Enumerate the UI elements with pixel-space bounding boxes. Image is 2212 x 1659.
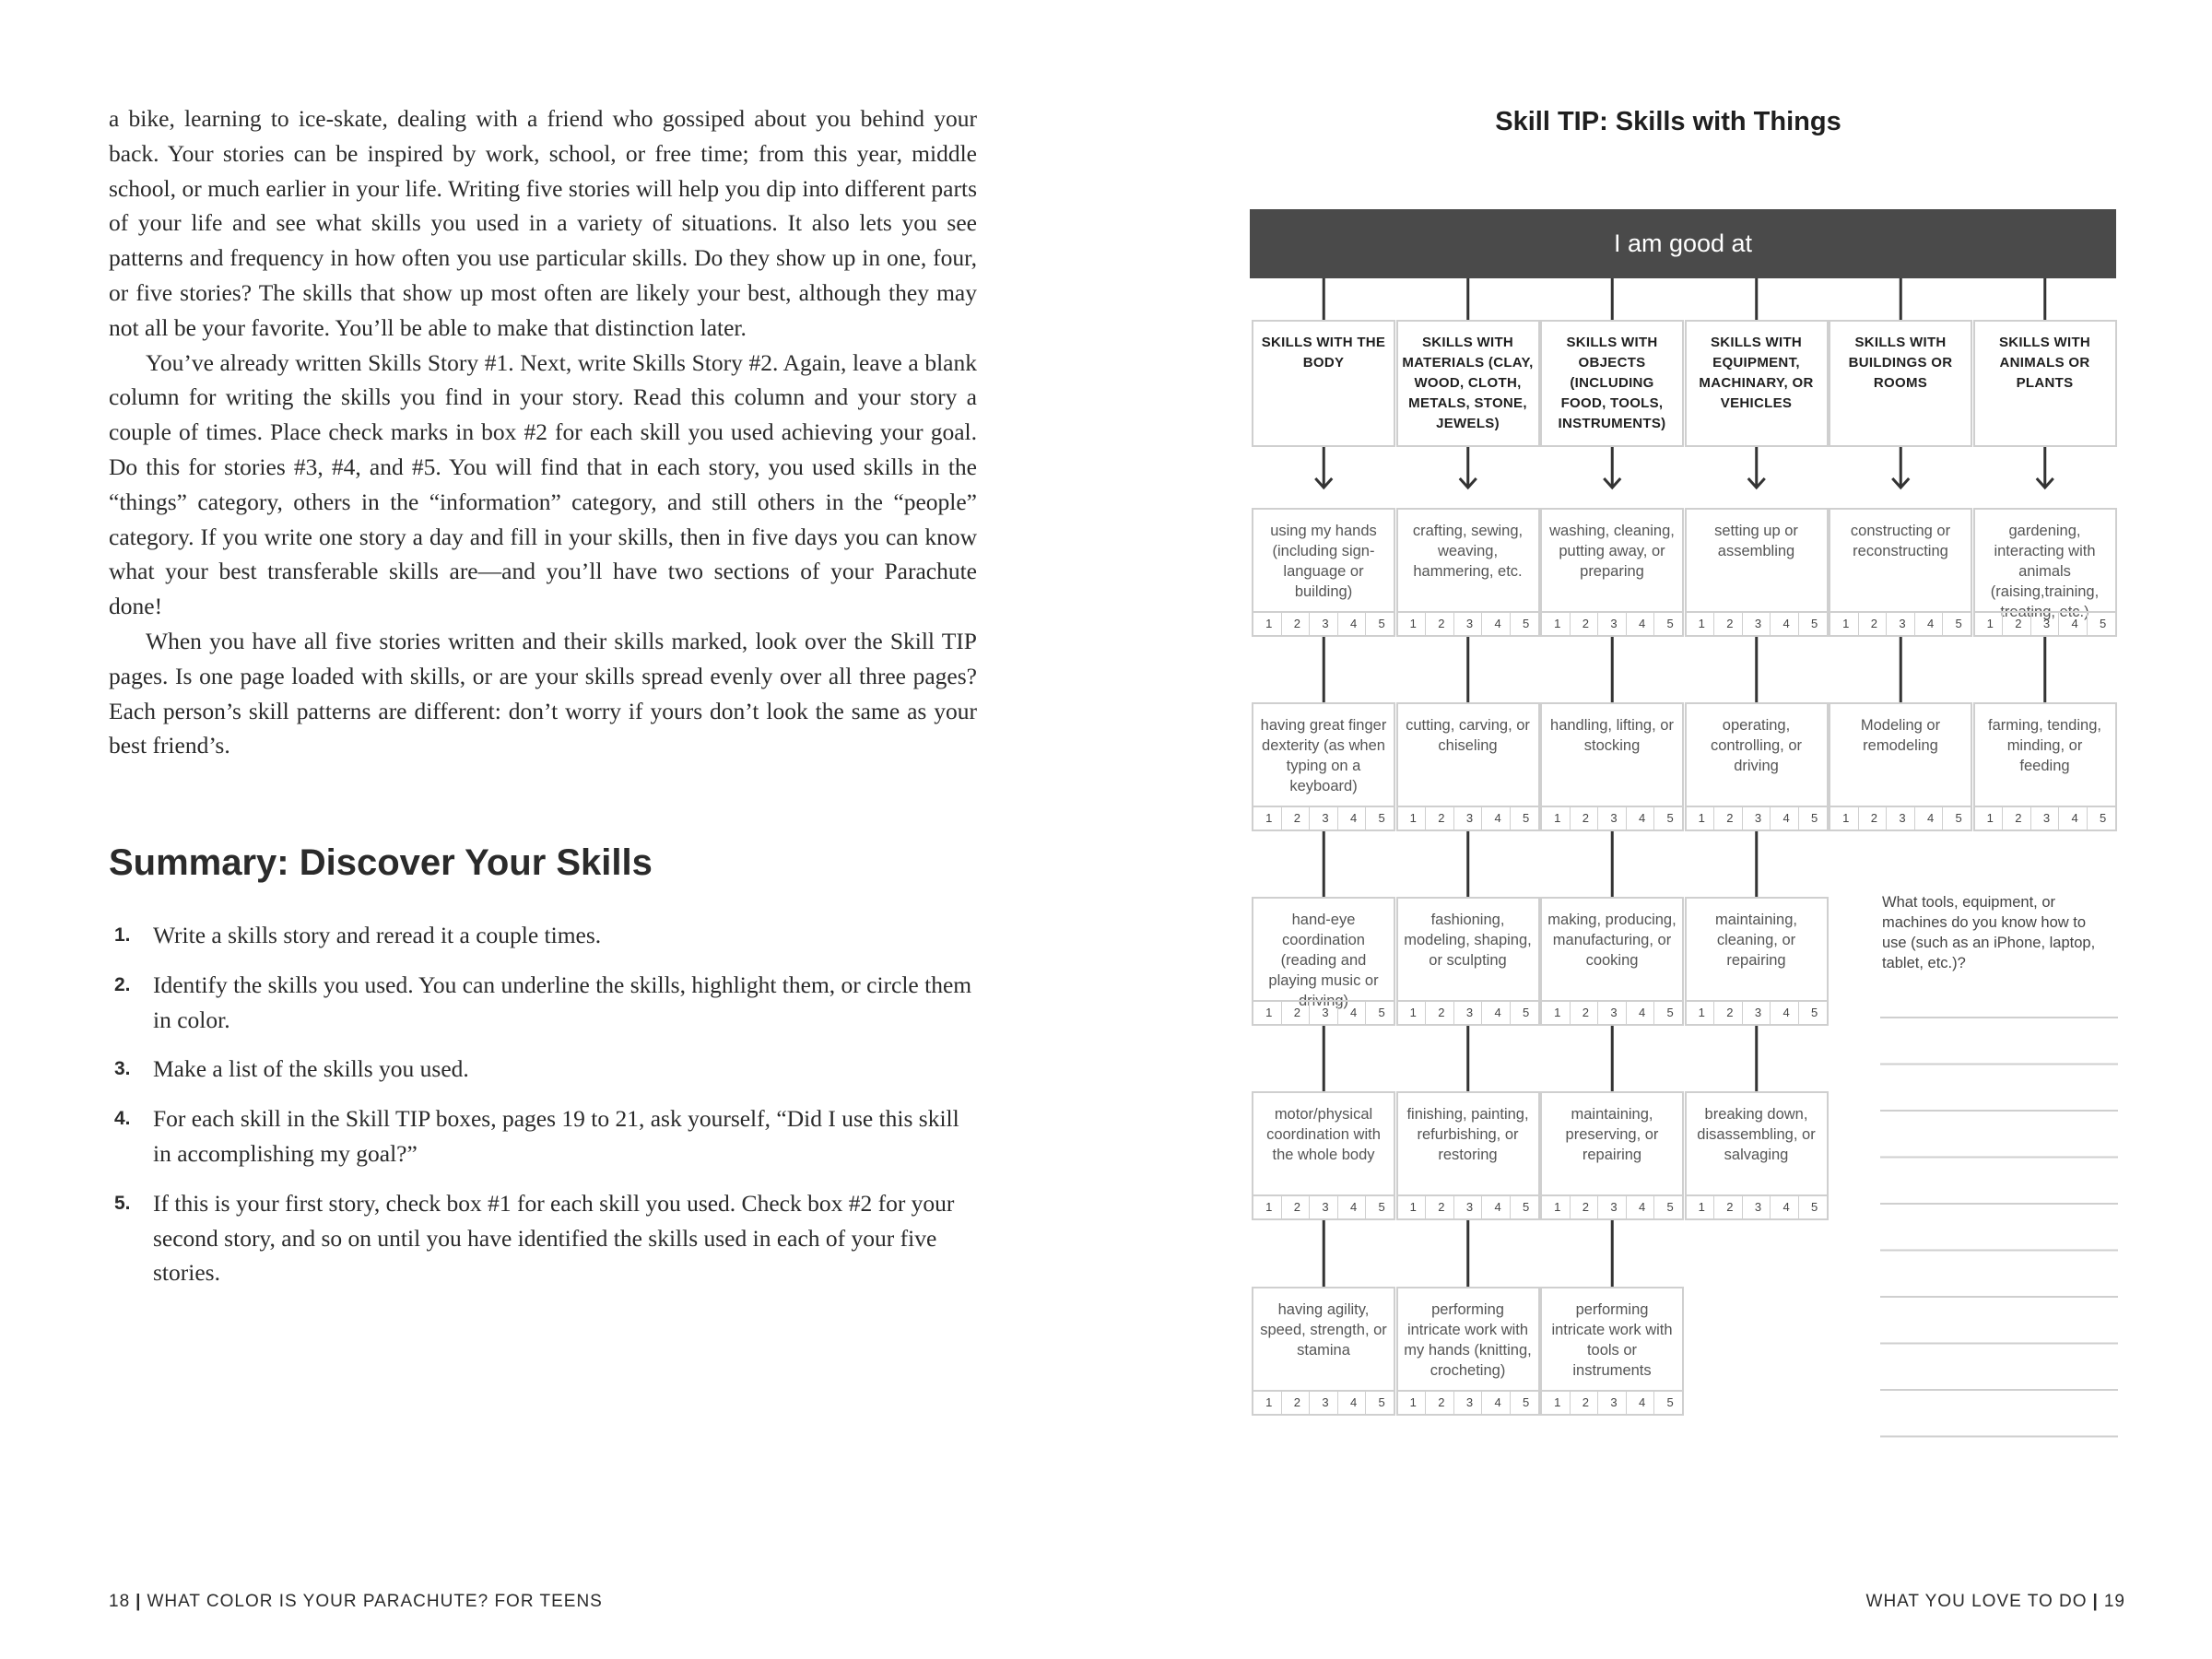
skill-cell [1396,1091,1540,1220]
rating-box[interactable]: 1 [1542,1196,1571,1218]
rating-box[interactable]: 4 [1482,1002,1511,1024]
rating-box[interactable]: 2 [1282,1392,1311,1414]
rating-box[interactable]: 1 [1253,613,1282,635]
body-paragraph: When you have all five stories written and their skills marked, look over the Skill TIP pages. Is one page loaded with skills, or are your skills spread evenly over all three pages? Each person’s skill patterns are different: don’t worry if yours don’t look the same as your best friend’s. [109,627,977,759]
rating-box[interactable]: 2 [1426,1196,1454,1218]
skill-cell [1252,702,1395,831]
skill-cell [1829,508,1972,637]
rating-box[interactable]: 4 [1338,613,1367,635]
skill-cell [1685,897,1829,1026]
rating-box[interactable]: 5 [1955,811,1962,825]
item-text: Identify the skills you used. You can underline the skills, highlight them, or circle them in color. [153,971,972,1033]
column-header: SKILLS WITH ANIMALS OR PLANTS [1973,320,2117,447]
rating-box[interactable]: 1 [1398,1392,1427,1414]
rating-box[interactable]: 1 [1687,1196,1715,1218]
rating-box[interactable]: 5 [1378,617,1385,630]
skill-cell [1685,702,1829,831]
rating-box[interactable]: 3 [1310,1392,1338,1414]
rating-checkboxes [1252,1390,1395,1416]
page-number: 18 [109,1592,131,1611]
rating-box[interactable]: 4 [1482,807,1511,830]
rating-box[interactable]: 1 [1398,1196,1427,1218]
rating-box[interactable]: 1 [1542,1002,1571,1024]
rating-checkboxes [1252,1000,1395,1026]
column-header: SKILLS WITH BUILDINGS OR ROOMS [1829,320,1972,447]
skill-cell [1396,508,1540,637]
rating-box[interactable]: 3 [1887,807,1915,830]
rating-box[interactable]: 3 [1454,1196,1483,1218]
rating-box[interactable]: 5 [1955,617,1962,630]
rating-box[interactable]: 2 [1282,613,1311,635]
item-text: Write a skills story and reread it a couple times. [153,922,602,948]
skill-cell [1540,508,1684,637]
rating-box[interactable]: 5 [2100,617,2107,630]
rating-box[interactable]: 5 [1378,1006,1385,1019]
rating-box[interactable]: 2 [2003,807,2031,830]
rating-box[interactable]: 1 [1975,613,2004,635]
item-number: 5. [114,1192,131,1214]
rating-box[interactable]: 4 [1482,1196,1511,1218]
rating-checkboxes [1685,806,1829,831]
item-text: If this is your first story, check box #1 for each skill you used. Check box #2 for your second story, and so on until you have identified the skills used in each of your five stories. [153,1189,955,1287]
rating-box[interactable]: 1 [1398,613,1427,635]
column-header: SKILLS WITH EQUIPMENT, MACHINARY, OR VEHICLES [1685,320,1829,447]
rating-box[interactable]: 3 [2031,807,2060,830]
skill-text: operating, controlling, or driving [1710,717,1803,774]
skill-cell [1973,702,2117,831]
rating-box[interactable]: 4 [1771,807,1799,830]
skill-text: washing, cleaning, putting away, or preparing [1549,523,1675,580]
rating-box[interactable]: 5 [1666,1395,1674,1409]
rating-box[interactable]: 3 [1454,1392,1483,1414]
rating-checkboxes [1396,806,1540,831]
item-number: 2. [114,973,131,995]
rating-box[interactable]: 5 [1523,811,1530,825]
skill-text: handling, lifting, or stocking [1550,717,1674,754]
rating-checkboxes [1829,611,1972,637]
rating-box[interactable]: 2 [1714,1002,1743,1024]
skill-cell [1252,508,1395,637]
footer-title: WHAT COLOR IS YOUR PARACHUTE? FOR TEENS [147,1592,603,1611]
skill-text: breaking down, disassembling, or salvaging [1697,1106,1816,1163]
skill-text: Modeling or remodeling [1860,717,1941,754]
rating-box[interactable]: 3 [1743,613,1771,635]
rating-box[interactable]: 3 [1743,1002,1771,1024]
rating-box[interactable]: 2 [1426,1002,1454,1024]
rating-box[interactable]: 5 [1378,1395,1385,1409]
rating-box[interactable]: 2 [1571,1196,1599,1218]
rating-box[interactable]: 2 [1571,1392,1599,1414]
rating-box[interactable]: 2 [1714,1196,1743,1218]
rating-box[interactable]: 2 [1571,807,1599,830]
rating-box[interactable]: 5 [1666,617,1674,630]
rating-box[interactable]: 3 [1598,807,1627,830]
rating-checkboxes [1540,806,1684,831]
rating-box[interactable]: 1 [1687,807,1715,830]
skill-cell [1540,1287,1684,1416]
rating-checkboxes [1685,1194,1829,1220]
rating-checkboxes [1252,806,1395,831]
skill-text: cutting, carving, or chiseling [1406,717,1530,754]
tools-question: What tools, equipment, or machines do you know how to use (such as an iPhone, laptop, tablet, etc.)? [1882,894,2096,971]
rating-checkboxes [1396,1194,1540,1220]
rating-checkboxes [1396,1000,1540,1026]
rating-box[interactable]: 5 [1666,1006,1674,1019]
rating-box[interactable]: 1 [1975,807,2004,830]
rating-box[interactable]: 1 [1687,613,1715,635]
rating-box[interactable]: 4 [1627,1392,1655,1414]
rating-box[interactable]: 3 [1598,1392,1627,1414]
rating-box[interactable]: 2 [1426,807,1454,830]
skill-text: farming, tending, minding, or feeding [1988,717,2101,774]
rating-box[interactable]: 5 [1378,1200,1385,1214]
skill-cell [1540,1091,1684,1220]
skill-text: fashioning, modeling, shaping, or sculpting [1404,912,1532,969]
rating-box[interactable]: 1 [1542,613,1571,635]
rating-box[interactable]: 5 [1523,1395,1530,1409]
rating-box[interactable]: 1 [1253,1002,1282,1024]
rating-box[interactable]: 3 [2031,613,2060,635]
rating-box[interactable]: 3 [1598,613,1627,635]
skill-cell [1252,1091,1395,1220]
rating-box[interactable]: 2 [1714,807,1743,830]
i-am-good-at-banner: I am good at [1250,209,2116,278]
rating-box[interactable]: 1 [1253,807,1282,830]
rating-box[interactable]: 4 [1627,1196,1655,1218]
rating-box[interactable]: 4 [1915,613,1944,635]
rating-box[interactable]: 3 [1598,1002,1627,1024]
rating-box[interactable]: 5 [1811,811,1818,825]
footer-title: WHAT YOU LOVE TO DO [1865,1592,2088,1611]
rating-box[interactable]: 3 [1310,613,1338,635]
skill-cell [1396,702,1540,831]
rating-box[interactable]: 1 [1398,1002,1427,1024]
skill-cell [1685,1091,1829,1220]
right-footer [1866,1592,2125,1612]
skill-text: hand-eye coordination (reading and playing music or driving) [1268,912,1379,1009]
rating-box[interactable]: 3 [1887,613,1915,635]
rating-checkboxes [1540,1194,1684,1220]
rating-box[interactable]: 3 [1454,1002,1483,1024]
rating-box[interactable]: 5 [2100,811,2107,825]
rating-checkboxes [1396,1390,1540,1416]
skill-text: gardening, interacting with animals (raising,training, treating, etc.) [1990,523,2100,620]
rating-box[interactable]: 2 [1571,613,1599,635]
rating-box[interactable]: 2 [1571,1002,1599,1024]
skill-text: using my hands (including sign-language or building) [1270,523,1377,600]
rating-box[interactable]: 1 [1253,1392,1282,1414]
skill-cell [1829,702,1972,831]
rating-box[interactable]: 1 [1542,1392,1571,1414]
page-number: 19 [2103,1592,2125,1611]
rating-box[interactable]: 4 [1338,1196,1367,1218]
rating-checkboxes [1973,806,2117,831]
rating-checkboxes [1973,611,2117,637]
skill-text: motor/physical coordination with the whole body [1266,1106,1381,1163]
skill-cell [1252,1287,1395,1416]
rating-box[interactable]: 4 [1482,613,1511,635]
rating-box[interactable]: 2 [1426,613,1454,635]
rating-box[interactable]: 1 [1542,807,1571,830]
footer-separator: | [135,1592,142,1611]
item-number: 4. [114,1108,131,1130]
rating-box[interactable]: 3 [1598,1196,1627,1218]
rating-checkboxes [1829,806,1972,831]
rating-box[interactable]: 5 [1523,617,1530,630]
summary-heading: Summary: Discover Your Skills [109,842,653,883]
skill-cell [1685,508,1829,637]
column-header: SKILLS WITH MATERIALS (CLAY, WOOD, CLOTH, METALS, STONE, JEWELS) [1396,320,1540,447]
skill-text: finishing, painting, refurbishing, or restoring [1406,1106,1529,1163]
skill-cell [1973,508,2117,637]
skill-text: maintaining, cleaning, or repairing [1715,912,1797,969]
item-number: 1. [114,924,131,946]
skill-text: having agility, speed, strength, or stamina [1260,1301,1387,1359]
skill-cell [1396,897,1540,1026]
rating-box[interactable]: 4 [1482,1392,1511,1414]
rating-box[interactable]: 3 [1310,1002,1338,1024]
rating-box[interactable]: 1 [1253,1196,1282,1218]
rating-checkboxes [1252,1194,1395,1220]
rating-box[interactable]: 2 [1859,613,1888,635]
rating-box[interactable]: 4 [1338,1392,1367,1414]
rating-box[interactable]: 2 [1282,807,1311,830]
column-header: SKILLS WITH THE BODY [1252,320,1395,447]
skill-text: maintaining, preserving, or repairing [1565,1106,1659,1163]
rating-checkboxes [1252,611,1395,637]
skill-tip-title: Skill TIP: Skills with Things [1495,107,1841,136]
rating-box[interactable]: 5 [1666,1200,1674,1214]
rating-box[interactable]: 2 [1282,1196,1311,1218]
rating-box[interactable]: 4 [1627,807,1655,830]
rating-box[interactable]: 3 [1743,1196,1771,1218]
rating-box[interactable]: 3 [1743,807,1771,830]
rating-box[interactable]: 3 [1310,1196,1338,1218]
skill-text: setting up or assembling [1714,523,1798,559]
body-paragraph: a bike, learning to ice-skate, dealing with a friend who gossiped about you behind your back. Your stories can be inspired by work, school, or free time; from this year, middle school, or much earlier in your life. Writing five stories will help you dip into different parts of your life and see what skills you used in a variety of situations. It also lets you see patterns and frequency in how often you use particular skills. Do they show up in one, four, or five stories? The skills that show up most often are likely your best, although they may not all be your favorite. You’ll be able to make that distinction later. [109,105,977,341]
rating-box[interactable]: 2 [1426,1392,1454,1414]
rating-box[interactable]: 4 [1771,613,1799,635]
rating-box[interactable]: 4 [1338,1002,1367,1024]
item-text: For each skill in the Skill TIP boxes, pages 19 to 21, ask yourself, “Did I use this skill in accomplishing my goal?” [153,1105,959,1167]
rating-box[interactable]: 1 [1830,807,1859,830]
rating-box[interactable]: 5 [1523,1200,1530,1214]
rating-box[interactable]: 3 [1310,807,1338,830]
rating-box[interactable]: 5 [1666,811,1674,825]
skill-text: crafting, sewing, weaving, hammering, etc. [1412,523,1524,580]
rating-box[interactable]: 4 [1627,1002,1655,1024]
rating-box[interactable]: 4 [1338,807,1367,830]
rating-checkboxes [1685,1000,1829,1026]
rating-box[interactable]: 2 [1714,613,1743,635]
rating-box[interactable]: 3 [1454,807,1483,830]
rating-box[interactable]: 4 [1627,613,1655,635]
skill-text: making, producing, manufacturing, or cooking [1547,912,1677,969]
skill-text: having great finger dexterity (as when typing on a keyboard) [1260,717,1387,794]
rating-box[interactable]: 5 [1811,617,1818,630]
body-paragraph: You’ve already written Skills Story #1. Next, write Skills Story #2. Again, leave a blank column for writing the skills you find in your story. Read this column and your story a couple of times. Place check marks in box #2 for each skill you used achieving your goal. Do this for stories #3, #4, and #5. You will find that in each story, you used skills in the “things” category, others in the “information” category, and still others in the “people” category. If you write one story a day and fill in your skills, then in five days you can know what your best transferable skills are—and you’ll have two sections of your Parachute done! [109,348,977,620]
rating-box[interactable]: 2 [1282,1002,1311,1024]
skill-text: performing intricate work with my hands (knitting, crocheting) [1404,1301,1532,1379]
skill-text: performing intricate work with tools or instruments [1551,1301,1673,1379]
rating-box[interactable]: 5 [1811,1200,1818,1214]
rating-box[interactable]: 4 [1771,1196,1799,1218]
footer-separator: | [2092,1592,2099,1611]
item-number: 3. [114,1058,131,1080]
rating-box[interactable]: 1 [1398,807,1427,830]
rating-box[interactable]: 4 [1771,1002,1799,1024]
rating-checkboxes [1396,611,1540,637]
rating-box[interactable]: 4 [1915,807,1944,830]
skill-cell [1252,897,1395,1026]
column-header: SKILLS WITH OBJECTS (INCLUDING FOOD, TOOLS, INSTRUMENTS) [1540,320,1684,447]
rating-box[interactable]: 5 [1523,1006,1530,1019]
skill-cell [1396,1287,1540,1416]
rating-checkboxes [1685,611,1829,637]
rating-box[interactable]: 3 [1454,613,1483,635]
rating-box[interactable]: 5 [1811,1006,1818,1019]
rating-box[interactable]: 4 [2059,807,2088,830]
rating-checkboxes [1540,1390,1684,1416]
rating-box[interactable]: 1 [1830,613,1859,635]
item-text: Make a list of the skills you used. [153,1055,469,1083]
skill-cell [1540,897,1684,1026]
skill-cell [1540,702,1684,831]
rating-checkboxes [1540,1000,1684,1026]
rating-box[interactable]: 2 [1859,807,1888,830]
rating-box[interactable]: 4 [2059,613,2088,635]
rating-box[interactable]: 5 [1378,811,1385,825]
rating-box[interactable]: 2 [2003,613,2031,635]
rating-box[interactable]: 1 [1687,1002,1715,1024]
skill-text: constructing or reconstructing [1850,523,1951,559]
rating-checkboxes [1540,611,1684,637]
